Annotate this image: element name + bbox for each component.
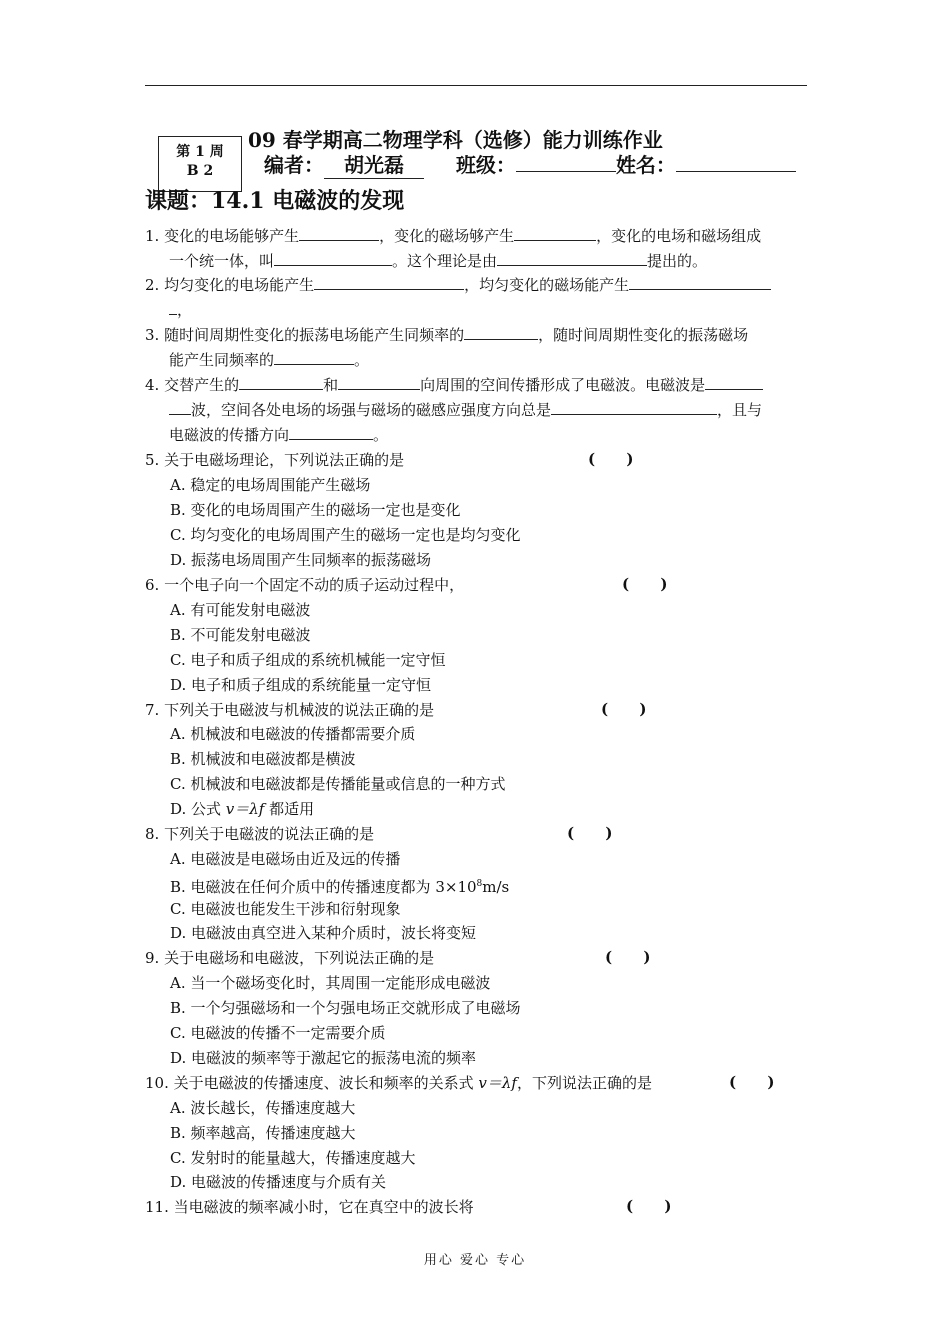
q1-blank-3[interactable] <box>274 250 392 266</box>
question-2 <box>145 273 807 323</box>
week-code: B 2 <box>186 163 214 179</box>
q2-text-a: 2. 均匀变化的电场能产生 <box>145 276 315 294</box>
q1-text-f: 提出的。 <box>647 252 708 270</box>
q9-option-c[interactable]: C. 电磁波的传播不一定需要介质 <box>170 1024 386 1042</box>
q5-option-d[interactable]: D. 振荡电场周围产生同频率的振荡磁场 <box>170 551 432 569</box>
q10-option-c[interactable]: C. 发射时的能量越大，传播速度越大 <box>170 1149 416 1167</box>
q6-option-d[interactable]: D. 电子和质子组成的系统能量一定守恒 <box>170 676 432 694</box>
question-6: 6. 一个电子向一个固定不动的质子运动过程中， <box>145 576 465 594</box>
q4-text-f: 电磁波的传播方向 <box>169 426 290 444</box>
q2-text-c: ， <box>177 301 193 319</box>
question-7: 7. 下列关于电磁波与机械波的说法正确的是 <box>145 701 435 719</box>
q7-option-d-post: 都适用 <box>264 800 315 818</box>
q9-option-a[interactable]: A. 当一个磁场变化时，其周围一定能形成电磁波 <box>170 974 491 992</box>
q5-option-a[interactable]: A. 稳定的电场周围能产生磁场 <box>170 476 371 494</box>
header-rule <box>145 85 807 86</box>
q3-blank-2[interactable] <box>274 349 354 365</box>
q4-blank-3-cont[interactable] <box>169 399 191 415</box>
q1-blank-1[interactable] <box>299 225 379 241</box>
q8-exponent: 8 <box>476 879 483 889</box>
q4-blank-5[interactable] <box>289 424 373 440</box>
q8-option-b-unit: m/s <box>482 878 510 896</box>
q2-blank-2[interactable] <box>629 274 771 290</box>
q4-blank-2[interactable] <box>338 374 420 390</box>
q4-blank-4[interactable] <box>551 399 717 415</box>
q6-option-c[interactable]: C. 电子和质子组成的系统机械能一定守恒 <box>170 651 446 669</box>
q10-text-pre: 10. 关于电磁波的传播速度、波长和频率的关系式 <box>145 1074 479 1092</box>
question-10 <box>145 1071 807 1096</box>
q5-answer-paren[interactable]: ( ) <box>588 450 634 468</box>
q7-answer-paren[interactable]: ( ) <box>601 700 647 718</box>
question-3 <box>145 323 807 373</box>
class-blank[interactable] <box>516 171 616 172</box>
q10-answer-paren[interactable]: ( ) <box>729 1073 775 1091</box>
document-title: 09 春学期高二物理学科（选修）能力训练作业 <box>248 128 663 152</box>
q8-option-c[interactable]: C. 电磁波也能发生干涉和衍射现象 <box>170 900 401 918</box>
q4-text-b: 和 <box>323 376 339 394</box>
q9-option-b[interactable]: B. 一个匀强磁场和一个匀强电场正交就形成了电磁场 <box>170 999 521 1017</box>
q1-blank-2[interactable] <box>514 225 596 241</box>
q1-text-c: ，变化的电场和磁场组成 <box>596 227 762 245</box>
editor-name: 胡光磊 <box>324 149 424 179</box>
lesson-topic: 课题：14.1 电磁波的发现 <box>145 188 405 214</box>
q7-option-b[interactable]: B. 机械波和电磁波都是横波 <box>170 750 356 768</box>
q6-answer-paren[interactable]: ( ) <box>622 575 668 593</box>
q4-blank-1[interactable] <box>239 374 323 390</box>
q4-text-g: 。 <box>373 426 389 444</box>
q7-option-d-pre: D. 公式 <box>170 800 226 818</box>
q8-option-a[interactable]: A. 电磁波是电磁场由近及远的传播 <box>170 850 401 868</box>
q4-text-a: 4. 交替产生的 <box>145 376 240 394</box>
q3-text-b: ，随时间周期性变化的振荡磁场 <box>538 326 749 344</box>
q9-option-d[interactable]: D. 电磁波的频率等于激起它的振荡电流的频率 <box>170 1049 477 1067</box>
q1-blank-4[interactable] <box>497 250 647 266</box>
q3-text-c: 能产生同频率的 <box>169 351 275 369</box>
q1-text-b: ，变化的磁场够产生 <box>379 227 515 245</box>
q11-answer-paren[interactable]: ( ) <box>626 1197 672 1215</box>
question-8: 8. 下列关于电磁波的说法正确的是 <box>145 825 375 843</box>
q2-blank-2-cont[interactable] <box>169 299 177 315</box>
name-blank[interactable] <box>676 171 796 172</box>
q10-text-post: ，下列说法正确的是 <box>516 1074 652 1092</box>
question-11: 11. 当电磁波的频率减小时，它在真空中的波长将 <box>145 1198 474 1216</box>
week-label: 第 1 周 <box>176 144 224 160</box>
q7-option-c[interactable]: C. 机械波和电磁波都是传播能量或信息的一种方式 <box>170 775 506 793</box>
question-1 <box>145 224 807 274</box>
q8-answer-paren[interactable]: ( ) <box>567 824 613 842</box>
q5-option-c[interactable]: C. 均匀变化的电场周围产生的磁场一定也是均匀变化 <box>170 526 521 544</box>
q6-option-b[interactable]: B. 不可能发射电磁波 <box>170 626 311 644</box>
q4-text-c: 向周围的空间传播形成了电磁波。电磁波是 <box>420 376 706 394</box>
editor-label: 编者： <box>264 153 324 177</box>
q8-option-d[interactable]: D. 电磁波由真空进入某种介质时，波长将变短 <box>170 924 477 942</box>
meta-line <box>264 149 796 179</box>
q9-answer-paren[interactable]: ( ) <box>605 948 651 966</box>
q7-option-a[interactable]: A. 机械波和电磁波的传播都需要介质 <box>170 725 416 743</box>
question-4 <box>145 373 807 448</box>
q4-text-e: ，且与 <box>717 401 763 419</box>
page-footer: 用心 爱心 专心 <box>423 1253 527 1268</box>
q7-option-d[interactable] <box>170 797 314 822</box>
q10-option-b[interactable]: B. 频率越高，传播速度越大 <box>170 1124 356 1142</box>
q2-text-b: ，均匀变化的磁场能产生 <box>464 276 630 294</box>
name-label: 姓名： <box>615 153 676 177</box>
q8-option-b[interactable] <box>170 872 509 900</box>
q3-text-d: 。 <box>354 351 370 369</box>
question-9: 9. 关于电磁场和电磁波，下列说法正确的是 <box>145 949 435 967</box>
q1-text-d: 一个统一体，叫 <box>169 252 275 270</box>
q10-option-a[interactable]: A. 波长越长，传播速度越大 <box>170 1099 356 1117</box>
q3-blank-1[interactable] <box>464 324 538 340</box>
q10-formula: v＝λf <box>478 1074 517 1092</box>
q3-text-a: 3. 随时间周期性变化的振荡电场能产生同频率的 <box>145 326 465 344</box>
q4-blank-3[interactable] <box>705 374 763 390</box>
q7-formula: v＝λf <box>225 800 265 818</box>
q1-text-a: 1. 变化的电场能够产生 <box>145 227 300 245</box>
q8-option-b-pre: B. 电磁波在任何介质中的传播速度都为 3×10 <box>170 878 477 896</box>
question-5: 5. 关于电磁场理论，下列说法正确的是 <box>145 451 405 469</box>
q1-text-e: 。这个理论是由 <box>392 252 498 270</box>
class-label: 班级： <box>455 153 516 177</box>
q6-option-a[interactable]: A. 有可能发射电磁波 <box>170 601 311 619</box>
q2-blank-1[interactable] <box>314 274 464 290</box>
q10-option-d[interactable]: D. 电磁波的传播速度与介质有关 <box>170 1173 387 1191</box>
q4-text-d: 波，空间各处电场的场强与磁场的磁感应强度方向总是 <box>191 401 552 419</box>
q5-option-b[interactable]: B. 变化的电场周围产生的磁场一定也是变化 <box>170 501 461 519</box>
